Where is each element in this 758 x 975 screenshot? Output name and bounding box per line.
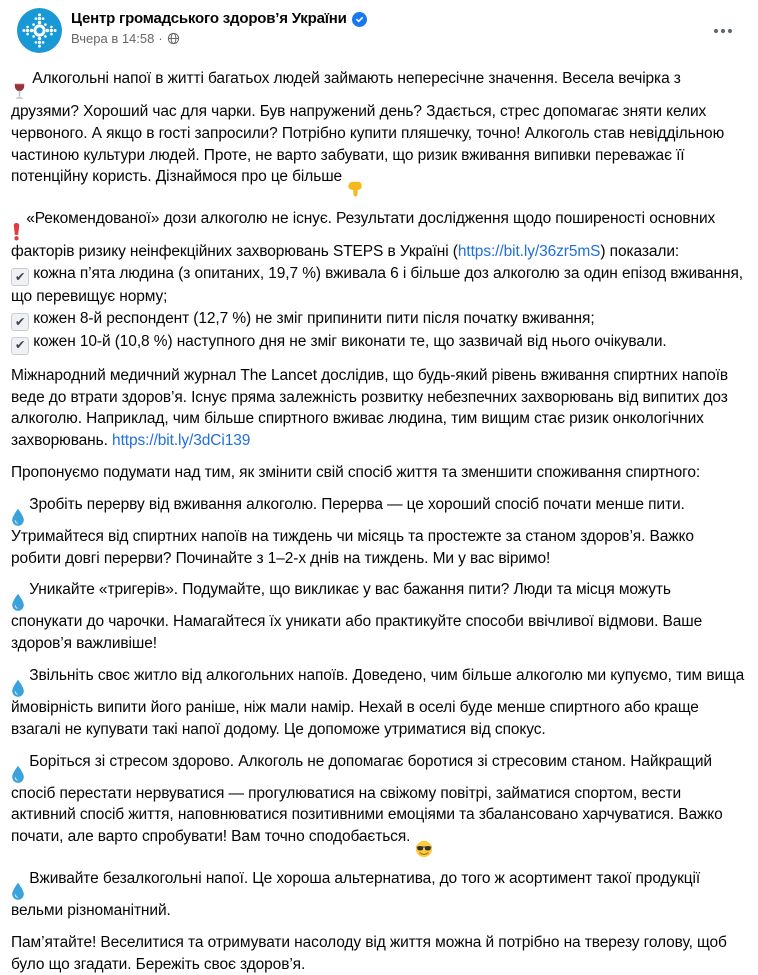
tip-triggers-paragraph [11, 579, 746, 655]
check-box-icon: ✔ [11, 313, 29, 331]
post-link[interactable]: https://bit.ly/36zr5mS [457, 243, 601, 261]
tip-break-paragraph [11, 494, 746, 570]
post-text: Зробіть перерву від вживання алкоголю. Перерва — це хороший спосіб почати менше пити. Утримайтеся від спиртних напоїв на тиждень чи місяць та простежте за станом здоров’я. Важко робити довгі перерви? Починайте з 1–2-х днів на тиждень. Ми у вас віримо! [11, 495, 694, 567]
post-text: Пропонуємо подумати над тим, як змінити свій спосіб життя та зменшити споживання спиртного: [11, 463, 701, 481]
separator-dot: · [158, 31, 163, 46]
tip-stress-paragraph [11, 751, 746, 859]
check-box-icon: ✔ [11, 268, 29, 286]
post-text: ) показали: [600, 243, 680, 261]
post-text: Пам’ятайте! Веселитися та отримувати насолоду від життя можна й потрібно на тверезу голову, щоб було що згадати. Бережіть своє здоров’я. [11, 933, 727, 973]
closing-paragraph [11, 932, 746, 975]
droplet-icon [11, 508, 25, 526]
wine-glass-icon [11, 82, 28, 101]
droplet-icon [11, 882, 25, 900]
post-body [0, 53, 758, 975]
post-text: Боріться зі стресом здорово. Алкоголь не допомагає боротися зі стресовим станом. Найкращий спосіб перестати нервуватися — прогулюватися на свіжому повітрі, займатися спортом, вести активний спосіб життя, наповнюватися позитивними емоціями та збалансовано харчуватися. Важко почати, але варто спробувати! Вам точно сподобається. [11, 752, 723, 846]
sunglasses-icon [415, 840, 433, 858]
post-text: кожен 10-й (10,8 %) наступного дня не зміг виконати те, що зазвичай від нього очікували. [29, 333, 667, 351]
droplet-icon [11, 593, 25, 611]
droplet-icon [11, 765, 25, 783]
red-exclamation-icon [11, 222, 22, 241]
post-text: Вживайте безалкогольні напої. Це хороша альтернатива, до того ж асортимент такої продукції вельми різноманітний. [11, 870, 701, 920]
phc-logo-icon [17, 8, 62, 53]
post-header [0, 0, 758, 53]
lancet-paragraph [11, 365, 746, 452]
post-meta [71, 8, 367, 46]
point-down-icon [346, 180, 364, 198]
post-text: «Рекомендованої» дози алкоголю не існує. Результати дослідження щодо поширеності основних факторів ризику неінфекційних захворювань STEPS в Україні ( [11, 210, 716, 261]
post-text: Алкогольні напої в житті багатьох людей займають непересічне значення. Весела вечірка з друзями? Хороший час для чарки. Був напружений день? Здається, стрес допомагає зняти келих червоного. А якщо в гості запросили? Потрібно купити пляшечку, точно! Алкоголь став невіддільною частиною культури людей. Проте, не варто забувати, що ризик вживання випивки переважає її потенційну користь. Дізнаймося про це більше [11, 70, 725, 186]
post-subline [71, 31, 367, 46]
steps-study-paragraph [11, 208, 746, 263]
check-item-3 [11, 331, 746, 354]
post-text: кожен 8-й респондент (12,7 %) не зміг припинити пити після початку вживання; [29, 310, 595, 328]
more-options-button[interactable] [708, 16, 738, 46]
page-avatar[interactable] [17, 8, 62, 53]
tip-home-paragraph [11, 665, 746, 741]
post-text: Звільніть своє житло від алкогольних напоїв. Доведено, чим більше алкоголю ми купуємо, тим вища ймовірність випити його раніше, ніж мали намір. Нехай в оселі буде менше спиртного або краще взагалі не купувати такі напої додому. Це допоможе утриматися від спокус. [11, 666, 745, 738]
check-box-icon: ✔ [11, 337, 29, 355]
post-text: кожна п’ята людина (з опитаних, 19,7 %) вживала 6 і більше доз алкоголю за один епізод вживання, що перевищує норму; [11, 265, 743, 306]
verified-badge-icon [352, 12, 367, 27]
post-text: Міжнародний медичний журнал The Lancet дослідив, що будь-який рівень вживання спиртних напоїв веде до втрати здоров’я. Існує пряма залежність розвитку небезпечних захворювань від випитих доз алкоголю. Наприклад, чим більше спиртного вживає людина, тим вищим стає ризик онкологічних захворювань. [11, 366, 729, 450]
droplet-icon [11, 679, 25, 697]
check-item-1 [11, 263, 746, 308]
suggestion-intro-paragraph [11, 462, 746, 484]
timestamp[interactable]: Вчера в 14:58 [71, 31, 155, 46]
post-text: Уникайте «тригерів». Подумайте, що викликає у вас бажання пити? Люди та місця можуть спонукати до чарочки. Намагайтеся їх уникати або практикуйте способи ввічливої відмови. Ваше здоров’я важливіше! [11, 581, 703, 653]
globe-icon [167, 32, 180, 45]
tip-nonalcoholic-paragraph [11, 868, 746, 922]
page-name[interactable]: Центр громадського здоров’я України [71, 10, 347, 27]
intro-paragraph [11, 68, 746, 198]
ellipsis-icon [713, 21, 733, 41]
post-link[interactable]: https://bit.ly/3dCi139 [112, 432, 251, 450]
check-item-2 [11, 308, 746, 331]
